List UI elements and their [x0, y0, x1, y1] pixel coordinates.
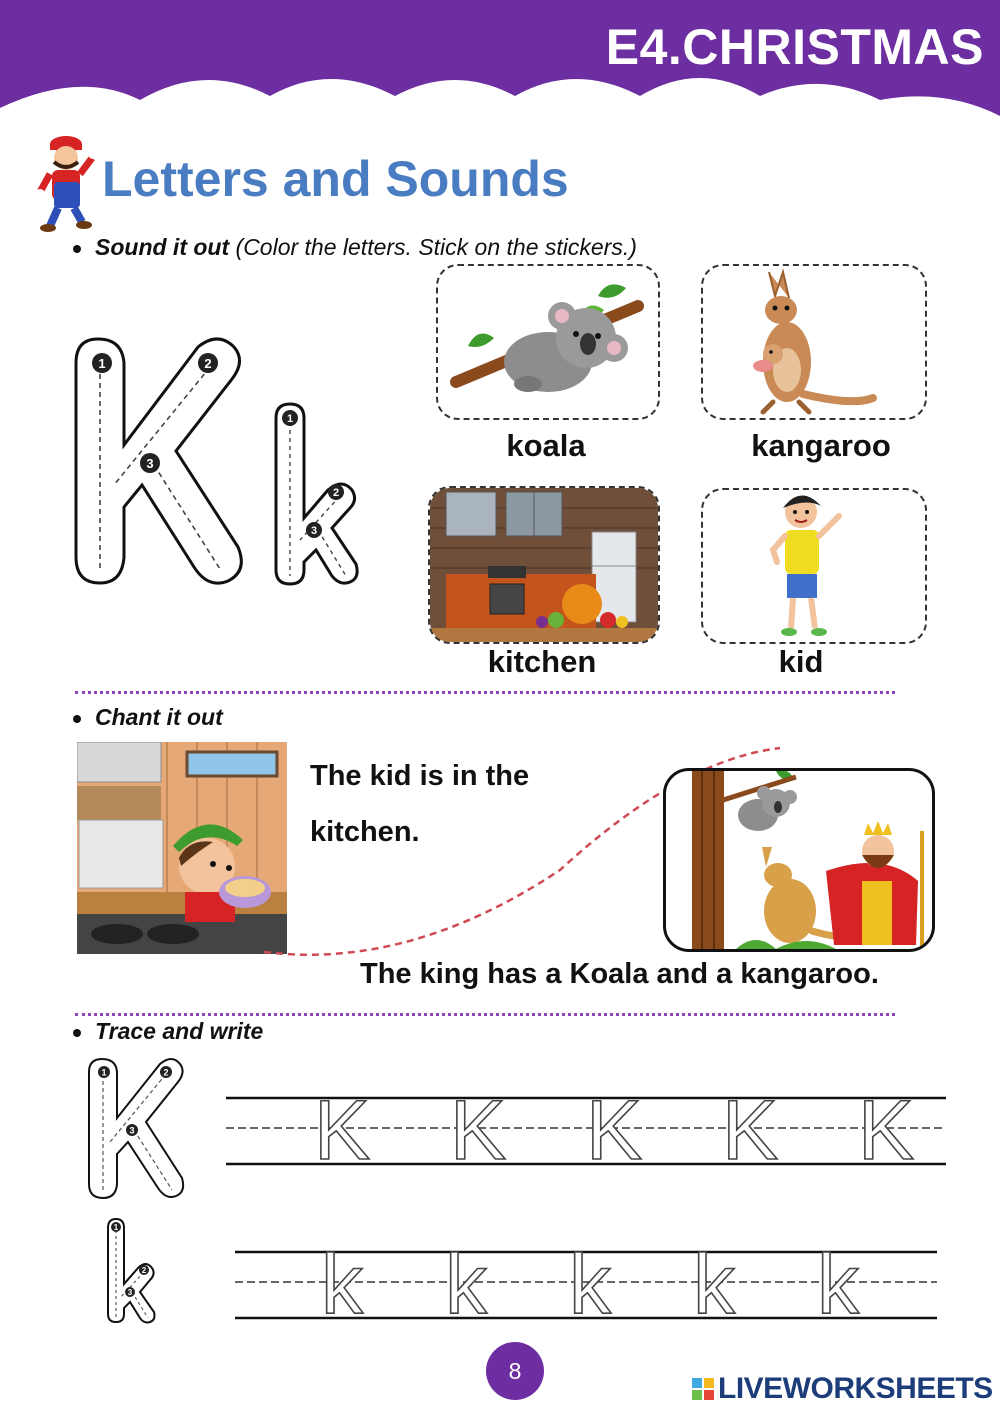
svg-text:1: 1 [113, 1223, 119, 1232]
unit-title: E4.CHRISTMAS [605, 19, 984, 75]
boy-in-kitchen-picture [77, 742, 287, 954]
writing-lines-lower[interactable] [235, 1237, 937, 1331]
king-koala-kangaroo-picture [666, 771, 932, 949]
writing-lines-upper[interactable] [226, 1083, 946, 1177]
trace-letter-upper-k[interactable] [70, 335, 250, 590]
sticker-card-kangaroo[interactable] [701, 264, 927, 420]
svg-text:3: 3 [310, 525, 318, 537]
trace-glyph-lower: k [569, 1237, 611, 1331]
sound-it-out-label [73, 234, 637, 261]
svg-text:1: 1 [286, 413, 294, 425]
svg-text:2: 2 [204, 356, 212, 371]
kitchen-picture [430, 488, 658, 642]
model-letter-lower-k [104, 1216, 158, 1324]
svg-text:1: 1 [98, 356, 106, 371]
svg-text:2: 2 [332, 487, 340, 499]
trace-glyph-upper: K [586, 1083, 643, 1177]
svg-text:1: 1 [101, 1067, 107, 1078]
word-kangaroo: kangaroo [751, 428, 891, 463]
svg-text:3: 3 [129, 1125, 135, 1136]
trace-glyph-lower: k [445, 1237, 487, 1331]
sticker-card-kid[interactable] [701, 488, 927, 644]
sound-it-out-instruction: (Color the letters. Stick on the stickers.) [229, 234, 637, 260]
svg-text:2: 2 [163, 1067, 169, 1078]
svg-text:2: 2 [141, 1266, 147, 1275]
trace-glyph-upper: K [858, 1083, 915, 1177]
chant-line-2: kitchen. [310, 816, 420, 848]
trace-glyph-lower: k [817, 1237, 859, 1331]
page-number: 8 [486, 1342, 544, 1400]
sticker-card-kitchen[interactable] [428, 486, 660, 644]
trace-glyph-lower: k [693, 1237, 735, 1331]
brand-logo[interactable] [692, 1372, 993, 1406]
word-koala: koala [506, 428, 586, 463]
liveworksheets-logo-icon [692, 1378, 714, 1400]
section-divider [75, 691, 895, 694]
word-kid: kid [778, 644, 824, 679]
trace-and-write-text: Trace and write [95, 1018, 264, 1044]
mascot-icon [36, 122, 98, 234]
trace-glyph-upper: K [450, 1083, 507, 1177]
bullet-icon [73, 1029, 81, 1037]
king-koala-kangaroo-frame [663, 768, 935, 952]
chant-line-1: The kid is in the [310, 760, 530, 792]
section-divider [75, 1013, 895, 1016]
trace-and-write-label [73, 1018, 263, 1045]
svg-text:3: 3 [146, 456, 154, 471]
word-kitchen: kitchen [487, 644, 597, 679]
chant-it-out-label [73, 704, 223, 731]
svg-text:3: 3 [127, 1288, 133, 1297]
koala-picture [438, 266, 658, 418]
kid-picture [703, 490, 925, 642]
bullet-icon [73, 715, 81, 723]
brand-name: LIVEWORKSHEETS [718, 1372, 993, 1405]
trace-glyph-lower: k [321, 1237, 363, 1331]
trace-glyph-upper: K [722, 1083, 779, 1177]
sound-it-out-bold: Sound it out [95, 234, 230, 260]
sticker-card-koala[interactable] [436, 264, 660, 420]
bullet-icon [73, 245, 81, 253]
chant-line-3: The king has a Koala and a kangaroo. [360, 958, 879, 990]
chant-it-out-text: Chant it out [95, 704, 223, 730]
kangaroo-picture [703, 266, 925, 418]
page-title: Letters and Sounds [102, 151, 569, 207]
trace-letter-lower-k[interactable] [270, 400, 362, 588]
trace-glyph-upper: K [314, 1083, 371, 1177]
model-letter-upper-k [86, 1056, 188, 1202]
